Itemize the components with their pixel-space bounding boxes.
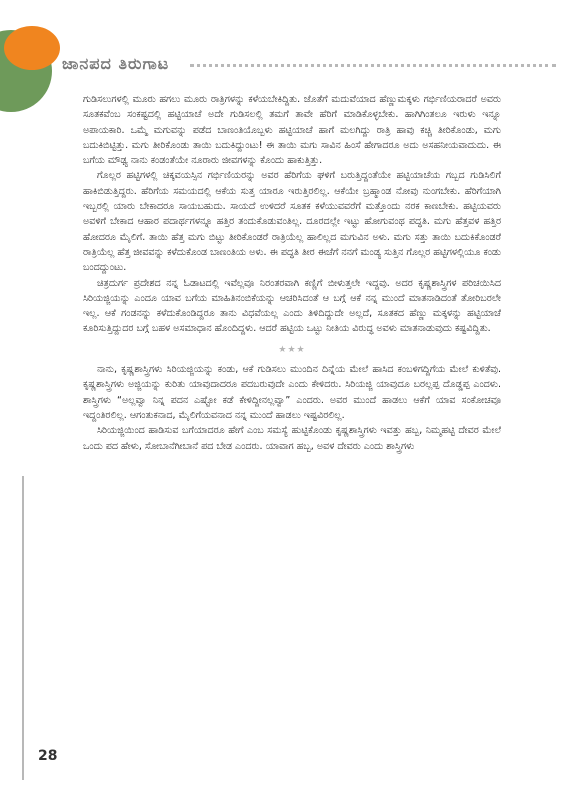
paragraph-4: ನಾನು, ಕೃಷ್ಣಶಾಸ್ತ್ರಿಗಳು ಸಿರಿಯಜ್ಜಿಯನ್ನು ಕಂಡು, ಆಕೆ ಗುಡಿಸಲು ಮುಂದಿನ ದಿನ್ನೆಯ ಮೇಲೆ ಹಾಸಿದ ಕಂಬಳಿಗದ್ದಿಗೆಯ ಮೇಲೆ ಕುಳಿತೆವು. ಕೃಷ್ಣಶಾಸ್ತ್ರಿಗಳು ಅಜ್ಜಿಯನ್ನು ಕುರಿತು ಯಾವುದಾದರೂ ಪದಬರುವುದೇ ಎಂದು ಕೇಳಿದರು. ಸಿರಿಯಜ್ಜಿ ಯಾವುದೂ ಬರಲ್ಲಪ್ಪ ದೊಡ್ಡಪ್ಪ ಎಂದಳು. ಶಾಸ್ತ್ರಿಗಳು “ಅಲ್ಲವ್ವಾ ನಿನ್ನ ಪದನ ಎಷ್ಟೋ ಕಡೆ ಕೇಳಿದ್ದೀನಲ್ಲವ್ವಾ” ಎಂದರು. ಅವರ ಮುಂದೆ ಹಾಡಲು ಆಕೆಗೆ ಯಾವ ಸಂಕೋಚವೂ ಇದ್ದಂತಿರಲಿಲ್ಲ. ಆಗಂತುಕನಾದ, ಮೈಲಿಗೆಯವನಾದ ನನ್ನ ಮುಂದೆ ಹಾಡಲು ಇಷ್ಟವಿರಲಿಲ್ಲ.: [83, 364, 501, 421]
header-dotted-rule: [190, 64, 556, 67]
section-separator: ★★★: [278, 344, 306, 355]
paragraph-1: ಗುಡಿಸಲುಗಳಲ್ಲಿ ಮೂರು ಹಗಲು ಮೂರು ರಾತ್ರಿಗಳನ್ನು ಕಳೆಯಬೇಕಿದ್ದಿತು. ಜೊತೆಗೆ ಮದುವೆಯಾದ ಹೆಣ್ಣುಮಕ್ಕಳು ಗರ್ಭಿಣಿಯರಾದರೆ ಅವರು ಸೂತಕವೆಂಬ ಸಂಕಷ್ಟದಲ್ಲಿ ಹಟ್ಟಿಯಾಚೆ ಅದೇ ಗುಡಿಸಲಲ್ಲಿ ತಮಗೆ ತಾವೇ ಹೆರಿಗೆ ಮಾಡಿಕೊಳ್ಳಬೇಕು. ಹಾಗಿಗಿಂತಲೂ ಇರುಳು ಇನ್ನೂ ಅಪಾಯಕಾರಿ. ಒಮ್ಮೆ ಮಗುವನ್ನು ಪಡೆದ ಬಾಣಂತಿಯೊಬ್ಬಳು ಹಟ್ಟಿಯಾಚೆ ಹಾಗೆ ಮಲಗಿದ್ದು ರಾತ್ರಿ ಹಾವು ಕಚ್ಚಿ ತೀರಿಕೊಂಡು, ಮಗು ಬದುಕಿಬಿಟ್ಟಿತ್ತು. ಮಗು ತೀರಿಕೊಂಡು ತಾಯಿ ಬದುಕಿದ್ದುಂಟು! ಈ ತಾಯಿ ಮಗು ಸಾವಿನ ಹಿಂಸೆ ಹೇಗಾದರೂ ಅದು ಅಸಹನೀಯವಾದುದು. ಈ ಬಗೆಯ ಮೌಢ್ಯ ನಾನು ಕಂಡಂತೆಯೇ ನೂರಾರು ಜೀವಗಳನ್ನು ಕೊಂದು ಹಾಕುತ್ತಿತ್ತು.: [83, 94, 501, 167]
margin-rule: [22, 476, 24, 780]
paragraph-2: ಗೊಲ್ಲರ ಹಟ್ಟಿಗಳಲ್ಲಿ ಚಿಕ್ಕವಯಸ್ಸಿನ ಗರ್ಭಿಣಿಯರನ್ನು ಅವರ ಹೆರಿಗೆಯ ಘಳಿಗೆ ಬರುತ್ತಿದ್ದಂತೆಯೇ ಹಟ್ಟಿಯಾಚೆಯ ಗಬ್ಬದ ಗುಡಿಸಿಲಿಗೆ ಹಾಕಿಬಿಡುತ್ತಿದ್ದರು. ಹೆರಿಗೆಯ ಸಮಯದಲ್ಲಿ ಆಕೆಯ ಸುತ್ತ ಯಾರೂ ಇರುತ್ತಿರಲಿಲ್ಲ. ಆಕೆಯೇ ಬ್ರಹ್ಮಾಂಡ ನೋವು ನುಂಗಬೇಕು. ಹೆರಿಗೆಯಾಗಿ ಇಬ್ಬರಲ್ಲಿ ಯಾರು ಬೇಕಾದರೂ ಸಾಯಬಹುದು. ಸಾಯದೆ ಉಳಿದರೆ ಸೂತಕ ಕಳೆಯುವವರೆಗೆ ಮತ್ತೊಂದು ನರಕ ಕಾಣಬೇಕು. ಹಟ್ಟಿಯವರು ಅವಳಿಗೆ ಬೇಕಾದ ಆಹಾರ ಪದಾರ್ಥಗಳನ್ನೂ ಹತ್ತಿರ ತಂದುಕೊಡುವಂತಿಲ್ಲ. ದೂರದಲ್ಲೇ ಇಟ್ಟು ಹೋಗುವಂಥ ಪದ್ಧತಿ. ಮಗು ಹೆತ್ತವಳ ಹತ್ತಿರ ಹೋದರೂ ಮೈಲಿಗೆ. ತಾಯಿ ಹೆತ್ತ ಮಗು ಬಿಟ್ಟು ತೀರಿಕೊಂಡರೆ ರಾತ್ರಿಯೆಲ್ಲ ಹಾಲಿಲ್ಲದ ಮಗುವಿನ ಅಳು. ಮಗು ಸತ್ತು ತಾಯಿ ಬದುಕಿಕೊಂಡರೆ ರಾತ್ರಿಯೆಲ್ಲ ಹೆತ್ತ ಜೀವವನ್ನು ಕಳೆದುಕೊಂಡ ಬಾಣಂತಿಯ ಅಳು. ಈ ಪದ್ಧತಿ ತೀರ ಈಚೆಗೆ ನನಗೆ ಮಂಡ್ಯ ಸುತ್ತಿನ ಗೊಲ್ಲರ ಹಟ್ಟಿಗಳಲ್ಲಿಯೂ ಕಂಡು ಬಂದದ್ದುಂಟು.: [83, 170, 501, 274]
body-text: [83, 92, 501, 454]
running-header-title: ಜಾನಪದ ತಿರುಗಾಟ: [62, 54, 170, 73]
paragraph-3: ಚಿತ್ರದುರ್ಗ ಪ್ರದೇಶದ ನನ್ನ ಓಡಾಟದಲ್ಲಿ ಇವೆಲ್ಲವೂ ನಿರಂತರವಾಗಿ ಕಣ್ಣಿಗೆ ಬೀಳುತ್ತಲೇ ಇದ್ದವು. ಅದರ ಕೃಷ್ಣಶಾಸ್ತ್ರಿಗಳ ಪರಿಚಯಿಸಿದ ಸಿರಿಯಜ್ಜಿಯನ್ನು ಎಂದೂ ಯಾವ ಬಗೆಯ ಮಾಹಿತಿನಂಬಿಕೆಯನ್ನು ಆಚರಿಸಿದಂತೆ ಆ ಬಗ್ಗೆ ಆಕೆ ನನ್ನ ಮುಂದೆ ಮಾತನಾಡಿದಂತೆ ತೋರಿಬರಲೇ ಇಲ್ಲ. ಆಕೆ ಗಂಡನನ್ನು ಕಳೆದುಕೊಂಡಿದ್ದರೂ ತಾನು ವಿಧವೆಯಲ್ಲ ಎಂದು ತಿಳಿದಿದ್ದುದೇ ಅಲ್ಲದೆ, ಸೂತಕದ ಹೆಣ್ಣು ಮಕ್ಕಳನ್ನು ಹಟ್ಟಿಯಾಚೆ ಕೂರಿಸುತ್ತಿದ್ದುದರ ಬಗ್ಗೆ ಬಹಳ ಅಸಮಾಧಾನ ಹೊಂದಿದ್ದಳು. ಆದರೆ ಹಟ್ಟಿಯ ಒಟ್ಟು ನೀತಿಯ ವಿರುದ್ಧ ಅವಳು ಮಾತನಾಡುವುದು ಕಷ್ಟವಿದ್ದಿತು.: [83, 277, 501, 335]
paragraph-5: ಸಿರಿಯಜ್ಜಿಯಿಂದ ಹಾಡಿಸುವ ಬಗೆಯಾದರೂ ಹೇಗೆ ಎಂಬ ಸಮಸ್ಯೆ ಹುಟ್ಟಿಕೊಂಡು ಕೃಷ್ಣಶಾಸ್ತ್ರಿಗಳು ಇವತ್ತು ಹಬ್ಬ, ನಿಮ್ಮಹಟ್ಟಿ ದೇವರ ಮೇಲೆ ಒಂದು ಪದ ಹೇಳು, ಸೋಬಾನೆಗೀಬಾನೆ ಪದ ಬೇಡ ಎಂದರು. ಯಾವಾಗ ಹಬ್ಬ, ಅವಳ ದೇವರು ಎಂದು ಶಾಸ್ತ್ರಿಗಳು: [83, 425, 501, 452]
page-number: 28: [38, 748, 58, 764]
decorative-orange-circle: [4, 26, 60, 70]
